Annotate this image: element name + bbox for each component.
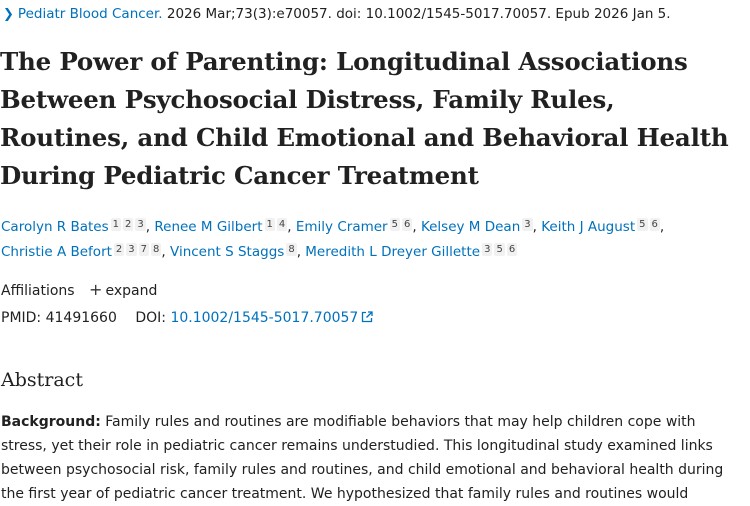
author-link[interactable]: Kelsey M Dean bbox=[420, 219, 521, 235]
author-link[interactable]: Emily Cramer bbox=[295, 219, 388, 235]
affiliation-badge[interactable]: 6 bbox=[508, 244, 516, 255]
affiliation-badge[interactable]: 4 bbox=[278, 219, 286, 230]
citation-details: 2026 Mar;73(3):e70057. doi: 10.1002/1545-5017.70057. Epub 2026 Jan 5. bbox=[166, 6, 671, 22]
identifiers bbox=[1, 309, 373, 328]
external-link-icon[interactable] bbox=[361, 310, 373, 328]
title-line: During Pediatric Cancer Treatment bbox=[0, 161, 479, 190]
doi-link[interactable] bbox=[170, 310, 373, 326]
citation-line bbox=[3, 5, 671, 24]
author-separator: , bbox=[145, 219, 151, 235]
affiliation-badge[interactable]: 8 bbox=[288, 244, 295, 255]
affiliation-badge[interactable]: 5 bbox=[391, 219, 398, 230]
pmid-label: PMID: bbox=[1, 310, 42, 326]
title-line: The Power of Parenting: Longitudinal Associations bbox=[0, 47, 688, 76]
affiliation-badge[interactable]: 1 bbox=[112, 219, 120, 230]
affiliation-badge[interactable]: 3 bbox=[524, 219, 531, 230]
title-line: Routines, and Child Emotional and Behavioral Health bbox=[0, 123, 729, 152]
expand-label[interactable]: expand bbox=[105, 283, 158, 299]
affiliation-badge[interactable]: 8 bbox=[153, 244, 160, 255]
author-link[interactable]: Keith J August bbox=[541, 219, 636, 235]
abstract-line bbox=[1, 410, 750, 434]
affiliation-badge[interactable]: 6 bbox=[403, 219, 411, 230]
plus-icon[interactable]: + bbox=[89, 280, 103, 299]
abstract-line: stress, yet their role in pediatric cancer remains understudied. This longitudinal study examined links bbox=[1, 438, 713, 454]
affiliations-label: Affiliations bbox=[1, 283, 75, 299]
affiliation-badge[interactable]: 1 bbox=[266, 219, 273, 230]
title-line: Between Psychosocial Distress, Family Rules, bbox=[0, 85, 615, 114]
affiliation-badge[interactable]: 6 bbox=[651, 219, 658, 230]
affiliation-badge[interactable]: 3 bbox=[128, 244, 135, 255]
author-separator: , bbox=[161, 244, 166, 260]
chevron-right-icon[interactable]: ❯ bbox=[3, 7, 14, 22]
abstract-heading: Abstract bbox=[1, 369, 83, 391]
author-link[interactable]: Meredith L Dreyer Gillette bbox=[305, 244, 481, 260]
abstract-line: between psychosocial risk, family rules and routines, and child emotional and behavioral health during bbox=[1, 462, 724, 478]
author-separator: , bbox=[532, 219, 537, 235]
doi-label: DOI: bbox=[135, 310, 166, 326]
author-link[interactable]: Vincent S Staggs bbox=[170, 244, 285, 260]
background-label: Background: bbox=[1, 414, 101, 430]
affiliation-badge[interactable]: 3 bbox=[137, 219, 144, 230]
author-separator: , bbox=[296, 244, 301, 260]
author-link[interactable]: Christie A Befort bbox=[1, 244, 112, 260]
affiliation-badge[interactable]: 5 bbox=[496, 244, 503, 255]
author-row bbox=[1, 240, 750, 265]
affiliation-badge[interactable]: 5 bbox=[639, 219, 646, 230]
affiliation-badge[interactable]: 2 bbox=[115, 244, 123, 255]
affiliation-badge[interactable]: 2 bbox=[125, 219, 132, 230]
author-list bbox=[1, 215, 750, 265]
abstract-line-text: Family rules and routines are modifiable behaviors that may help children cope with bbox=[100, 414, 696, 430]
author-link[interactable]: Renee M Gilbert bbox=[154, 219, 263, 235]
author-separator: , bbox=[287, 219, 292, 235]
article-title bbox=[0, 43, 750, 195]
pmid-value: 41491660 bbox=[45, 310, 117, 326]
affiliation-badge[interactable]: 3 bbox=[484, 244, 491, 255]
author-row bbox=[1, 215, 750, 240]
author-separator: , bbox=[412, 219, 417, 235]
affiliations-toggle[interactable] bbox=[1, 281, 157, 300]
doi-value[interactable]: 10.1002/1545-5017.70057 bbox=[170, 310, 359, 326]
abstract-line: the first year of pediatric cancer treatment. We hypothesized that family rules and routines would bbox=[1, 486, 689, 502]
journal-link[interactable]: Pediatr Blood Cancer. bbox=[17, 6, 163, 22]
affiliation-badge[interactable]: 7 bbox=[140, 244, 148, 255]
author-separator: , bbox=[659, 219, 665, 235]
abstract-body bbox=[1, 410, 750, 506]
author-link[interactable]: Carolyn R Bates bbox=[1, 219, 109, 235]
